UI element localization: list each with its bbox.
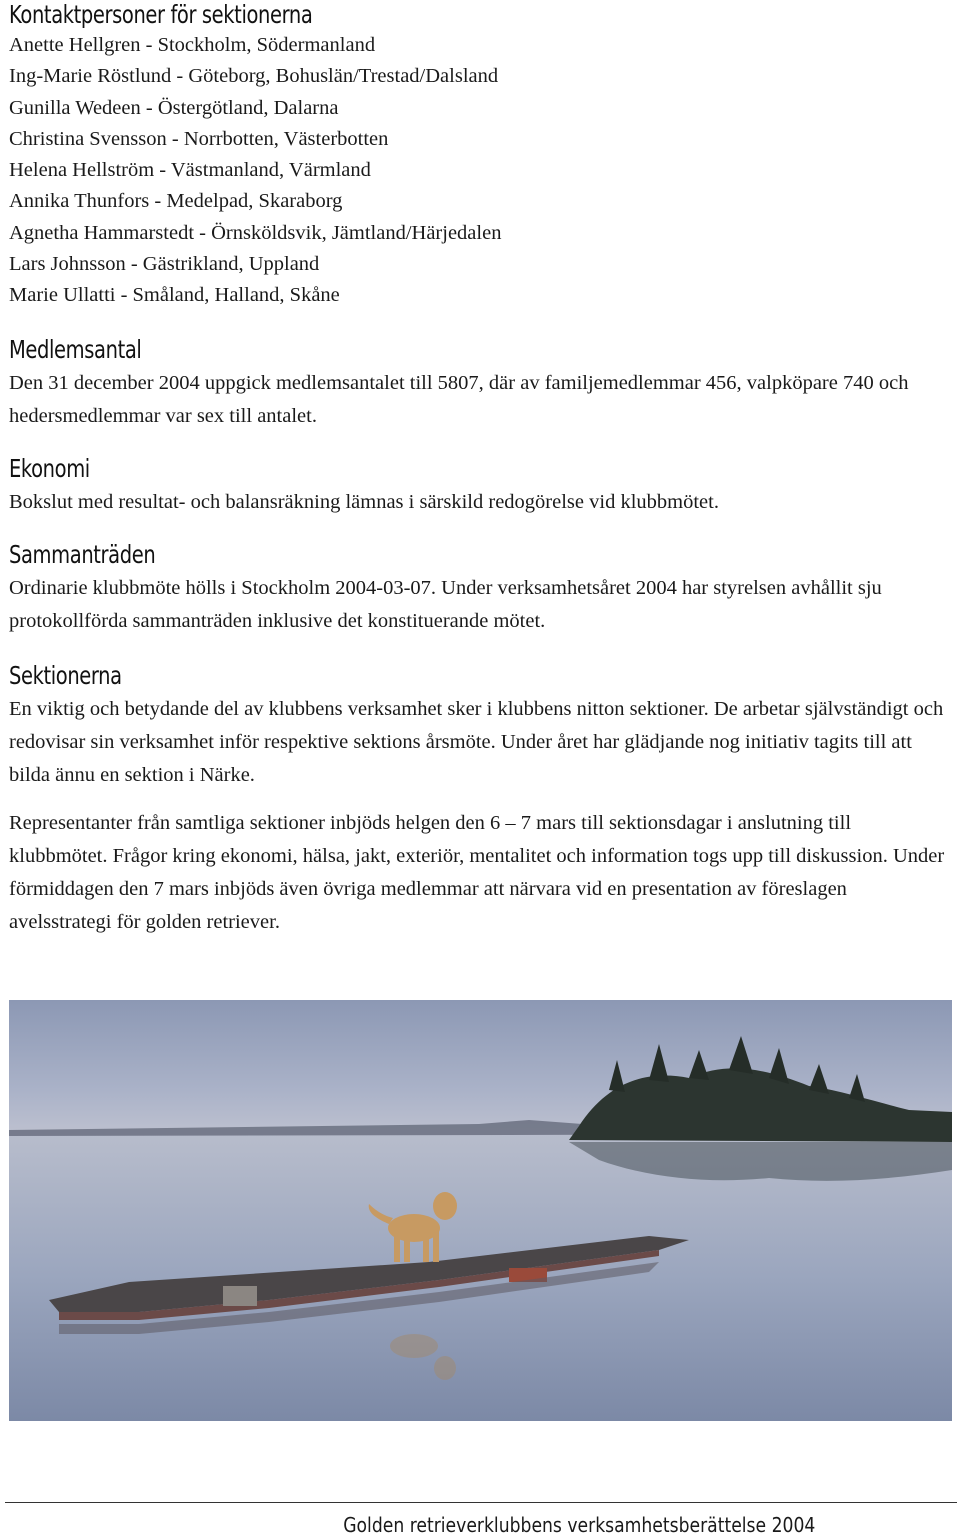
contact-item: Marie Ullatti - Småland, Halland, Skåne	[9, 284, 340, 307]
contacts-section	[9, 0, 501, 312]
contact-item: Helena Hellström - Västmanland, Värmland	[9, 159, 371, 182]
contacts-heading: Kontaktpersoner för sektionerna	[9, 0, 313, 29]
contact-item: Lars Johnsson - Gästrikland, Uppland	[9, 253, 320, 276]
sektionerna-heading: Sektionerna	[9, 661, 122, 690]
footer-divider	[5, 1502, 957, 1503]
golden-retriever-on-dock-photo	[9, 1000, 952, 1421]
medlemsantal-text: Den 31 december 2004 uppgick medlemsantalet till 5807, där av familjemedlemmar 456, valpköpare 740 och hedersmedlemmar var sex till antalet.	[9, 372, 909, 427]
contact-item: Gunilla Wedeen - Östergötland, Dalarna	[9, 96, 339, 119]
sammantraden-text: Ordinarie klubbmöte hölls i Stockholm 2004-03-07. Under verksamhetsåret 2004 har styrelsen avhållit sju protokollförda sammanträden inklusive det konstituerande mötet.	[9, 577, 882, 632]
medlemsantal-section	[9, 333, 954, 433]
contact-item: Annika Thunfors - Medelpad, Skaraborg	[9, 190, 343, 213]
contact-item: Ing-Marie Röstlund - Göteborg, Bohuslän/Trestad/Dalsland	[9, 65, 499, 88]
sammantraden-section	[9, 538, 954, 638]
ekonomi-text: Bokslut med resultat- och balansräkning lämnas i särskild redogörelse vid klubbmötet.	[9, 491, 719, 513]
contact-item: Agnetha Hammarstedt - Örnsköldsvik, Jämtland/Härjedalen	[9, 221, 502, 244]
page-footer	[0, 1513, 960, 1537]
sammantraden-heading: Sammanträden	[9, 540, 156, 569]
ekonomi-section	[9, 452, 954, 519]
sektionerna-paragraph-1: En viktig och betydande del av klubbens verksamhet sker i klubbens nitton sektioner. De arbetar självständigt och redovisar sin verksamhet inför respektive sektions årsmöte. Under året har glädjande nog initiativ tagits till att bilda ännu en sektion i Närke.	[9, 698, 944, 786]
sektionerna-section	[9, 659, 954, 939]
medlemsantal-heading: Medlemsantal	[9, 335, 142, 364]
contact-item: Anette Hellgren - Stockholm, Södermanland	[9, 34, 376, 56]
sektionerna-paragraph-2: Representanter från samtliga sektioner inbjöds helgen den 6 – 7 mars till sektionsdagar i anslutning till klubbmötet. Frågor kring ekonomi, hälsa, jakt, exteriör, mentalitet och information togs upp till diskussion. Under förmiddagen den 7 mars inbjöds även övriga medlemmar att närvara vid en presentation av föreslagen avelsstrategi för golden retriever.	[9, 812, 945, 933]
footer-text: Golden retrieverklubbens verksamhetsberättelse 2004	[343, 1513, 816, 1537]
ekonomi-heading: Ekonomi	[9, 454, 90, 483]
contacts-list	[9, 30, 501, 312]
contact-item: Christina Svensson - Norrbotten, Västerbotten	[9, 127, 389, 150]
